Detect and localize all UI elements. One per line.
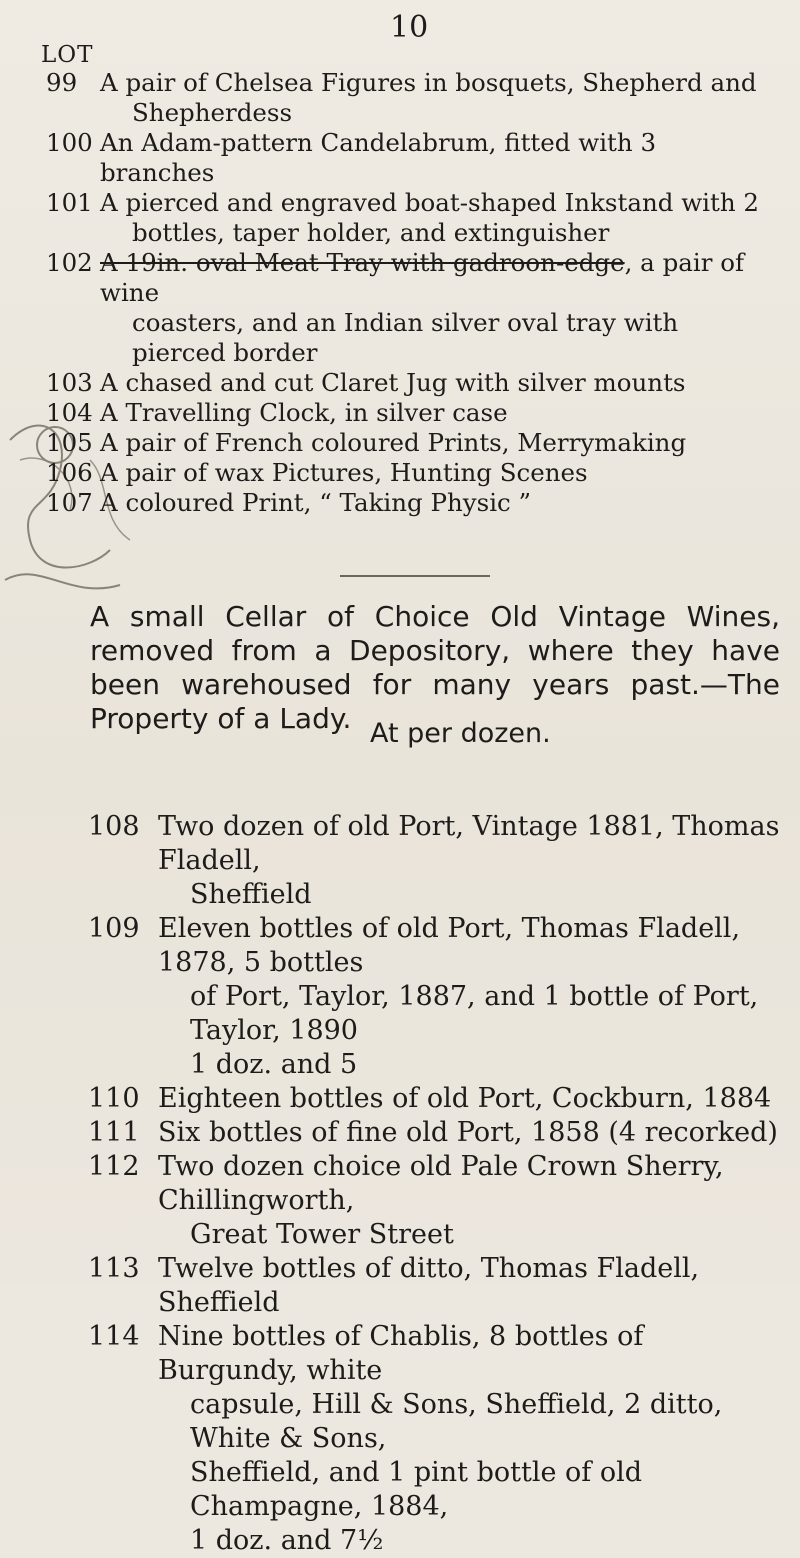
- lot-number: 105: [46, 428, 93, 457]
- lot-description: , a pair of wine: [100, 248, 745, 307]
- lot-number: 109: [88, 913, 140, 944]
- lot-number: 102: [46, 248, 93, 277]
- page-number: 10: [390, 10, 429, 45]
- lot-number: 112: [88, 1151, 140, 1182]
- lot-description: Six bottles of fine old Port, 1858 (4 recorked): [158, 1117, 778, 1148]
- lot-number: 110: [88, 1083, 140, 1114]
- lot-description: An Adam-pattern Candelabrum, fitted with 3 branches: [100, 128, 657, 187]
- section-intro: [90, 600, 780, 736]
- lot-item: [42, 428, 772, 458]
- lot-column-header: LOT: [41, 42, 94, 68]
- lot-description: Eleven bottles of old Port, Thomas Fladell, 1878, 5 bottles: [158, 913, 741, 978]
- lot-description: A pair of Chelsea Figures in bosquets, Shepherd and: [100, 68, 757, 97]
- lot-item: [42, 188, 772, 248]
- lot-item: [84, 1320, 784, 1558]
- lot-description: A pierced and engraved boat-shaped Inkstand with 2: [100, 188, 760, 217]
- lot-number: 100: [46, 128, 93, 157]
- price-basis-heading: At per dozen.: [370, 718, 551, 749]
- lot-item: [84, 912, 784, 1082]
- lots-list-bottom: [84, 810, 784, 1558]
- lot-description: Eighteen bottles of old Port, Cockburn, 1884: [158, 1083, 772, 1114]
- lot-number: 104: [46, 398, 93, 427]
- lot-quantity: 1 doz. and 7½: [190, 1525, 384, 1556]
- lot-description: Twelve bottles of ditto, Thomas Fladell, Sheffield: [158, 1253, 700, 1318]
- lot-item: [42, 368, 772, 398]
- lot-item: [42, 248, 772, 368]
- lot-description-cont: capsule, Hill & Sons, Sheffield, 2 ditto, White & Sons,: [190, 1389, 723, 1454]
- lot-item: [42, 398, 772, 428]
- lot-description-cont: Sheffield, and 1 pint bottle of old Champagne, 1884,: [190, 1457, 643, 1522]
- lot-description-cont: bottles, taper holder, and extinguisher: [132, 218, 610, 247]
- struck-through-text: A 19in. oval Meat Tray with gadroon-edge: [100, 248, 625, 277]
- intro-text: A small Cellar of Choice Old Vintage Wines, removed from a Depository, where they have been warehoused for many years past.—The Property of a Lady.: [90, 600, 780, 735]
- lot-number: 99: [46, 68, 78, 97]
- lot-description-cont: of Port, Taylor, 1887, and 1 bottle of Port, Taylor, 1890: [190, 981, 759, 1046]
- lot-item: [84, 1150, 784, 1252]
- lot-description: A coloured Print, “ Taking Physic ”: [100, 488, 532, 517]
- section-divider: [340, 575, 490, 577]
- lot-item: [42, 458, 772, 488]
- lot-description: Two dozen of old Port, Vintage 1881, Thomas Fladell,: [158, 811, 780, 876]
- lot-description: Nine bottles of Chablis, 8 bottles of Burgundy, white: [158, 1321, 644, 1386]
- lot-number: 101: [46, 188, 93, 217]
- lot-description: Two dozen choice old Pale Crown Sherry, Chillingworth,: [158, 1151, 724, 1216]
- lot-description: A Travelling Clock, in silver case: [100, 398, 508, 427]
- lot-number: 114: [88, 1321, 140, 1352]
- lot-number: 113: [88, 1253, 140, 1284]
- lot-description: A pair of French coloured Prints, Merrymaking: [100, 428, 687, 457]
- lot-item: [42, 488, 772, 518]
- lot-item: [42, 68, 772, 128]
- lot-description-cont: Sheffield: [190, 879, 312, 910]
- lot-item: [84, 1252, 784, 1320]
- lot-number: 106: [46, 458, 93, 487]
- lot-description-cont: coasters, and an Indian silver oval tray with pierced border: [132, 308, 679, 367]
- lot-number: 111: [88, 1117, 140, 1148]
- lot-number: 107: [46, 488, 93, 517]
- lot-item: [42, 128, 772, 188]
- lot-description: A chased and cut Claret Jug with silver mounts: [100, 368, 686, 397]
- lots-list-top: [42, 68, 772, 518]
- lot-number: 103: [46, 368, 93, 397]
- lot-item: [84, 810, 784, 912]
- lot-quantity: 1 doz. and 5: [190, 1049, 358, 1080]
- lot-number: 108: [88, 811, 140, 842]
- lot-item: [84, 1082, 784, 1116]
- lot-description-cont: Shepherdess: [132, 98, 293, 127]
- lot-description: A pair of wax Pictures, Hunting Scenes: [100, 458, 588, 487]
- lot-description-cont: Great Tower Street: [190, 1219, 454, 1250]
- lot-item: [84, 1116, 784, 1150]
